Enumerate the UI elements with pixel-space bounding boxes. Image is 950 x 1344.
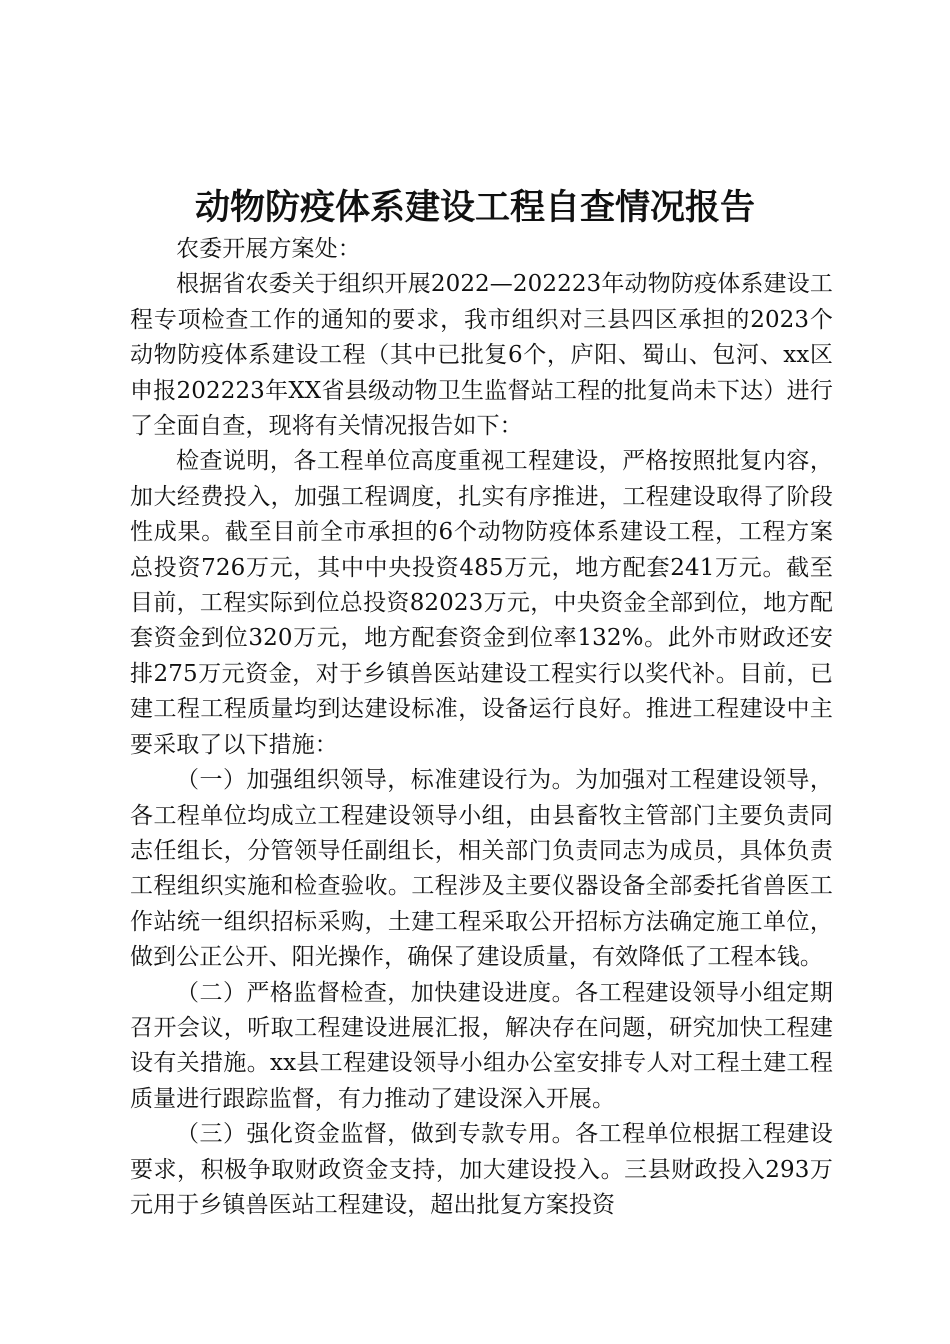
paragraph-measure-3: （三）强化资金监督，做到专款专用。各工程单位根据工程建设要求，积极争取财政资金支持，加大建设投入。三县财政投入293万元用于乡镇兽医站工程建设，超出批复方案投资	[130, 1121, 833, 1218]
document-title: 动物防疫体系建设工程自查情况报告	[194, 188, 755, 228]
paragraph-measure-2: （二）严格监督检查，加快建设进度。各工程建设领导小组定期召开会议，听取工程建设进展汇报，解决存在问题，研究加快工程建设有关措施。xx县工程建设领导小组办公室安排专人对工程土建工程质量进行跟踪监督，有力推动了建设深入开展。	[130, 979, 833, 1112]
document-body	[130, 232, 833, 1223]
salutation: 农委开展方案处：	[176, 236, 361, 262]
paragraph-inspection-summary: 检查说明，各工程单位高度重视工程建设，严格按照批复内容，加大经费投入，加强工程调度，扎实有序推进，工程建设取得了阶段性成果。截至目前全市承担的6个动物防疫体系建设工程，工程方案总投资726万元，其中中央投资485万元，地方配套241万元。截至目前，工程实际到位总投资82023万元，中央资金全部到位，地方配套资金到位320万元，地方配套资金到位率132%。此外市财政还安排275万元资金，对于乡镇兽医站建设工程实行以奖代补。目前，已建工程工程质量均到达建设标准，设备运行良好。推进工程建设中主要采取了以下措施：	[130, 448, 833, 758]
paragraph-measure-1: （一）加强组织领导，标准建设行为。为加强对工程建设领导，各工程单位均成立工程建设领导小组，由县畜牧主管部门主要负责同志任组长，分管领导任副组长，相关部门负责同志为成员，具体负责工程组织实施和检查验收。工程涉及主要仪器设备全部委托省兽医工作站统一组织招标采购，土建工程采取公开招标方法确定施工单位，做到公正公开、阳光操作，确保了建设质量，有效降低了工程本钱。	[130, 767, 833, 971]
paragraph-intro: 根据省农委关于组织开展2022—202223年动物防疫体系建设工程专项检查工作的通知的要求，我市组织对三县四区承担的2023个动物防疫体系建设工程（其中已批复6个，庐阳、蜀山、包河、xx区申报202223年XX省县级动物卫生监督站工程的批复尚未下达）进行了全面自查，现将有关情况报告如下：	[130, 271, 833, 440]
